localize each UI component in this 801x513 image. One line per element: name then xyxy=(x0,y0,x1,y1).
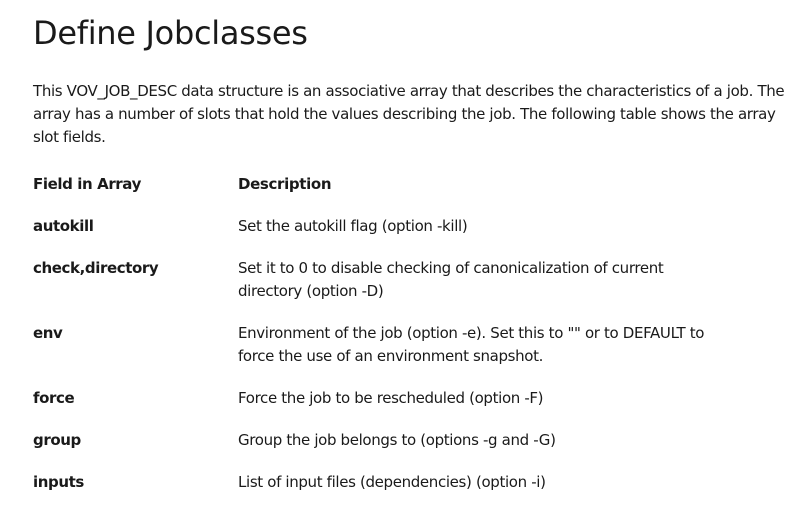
slot-fields-table xyxy=(33,173,793,513)
intro-paragraph: This VOV_JOB_DESC data structure is an associative array that describes the characteristics of a job. The array has a number of slots that hold the values describing the job. The following table shows the array slot fields. xyxy=(33,82,785,146)
field-description: Force the job to be rescheduled (option -F) xyxy=(238,389,544,407)
field-name: group xyxy=(33,431,81,449)
field-description: Set the autokill flag (option -kill) xyxy=(238,217,468,235)
field-name: autokill xyxy=(33,217,94,235)
table-row-force xyxy=(33,387,793,410)
field-name: inputs xyxy=(33,473,84,491)
table-header-row xyxy=(33,173,793,196)
field-name: force xyxy=(33,389,75,407)
field-description: Group the job belongs to (options -g and -G) xyxy=(238,431,556,449)
field-name: env xyxy=(33,324,63,342)
header-description: Description xyxy=(238,175,332,193)
field-description: List of input files (dependencies) (option -i) xyxy=(238,473,546,491)
table-row-inputs xyxy=(33,471,793,494)
table-row-autokill xyxy=(33,215,793,238)
page-title: Define Jobclasses xyxy=(33,14,308,52)
table-row-group xyxy=(33,429,793,452)
field-description: Set it to 0 to disable checking of canonicalization of current directory (option -D) xyxy=(238,259,664,300)
header-field: Field in Array xyxy=(33,175,141,193)
field-name: check,directory xyxy=(33,259,159,277)
table-row-env xyxy=(33,322,793,368)
table-row-check-directory xyxy=(33,257,793,303)
field-description: Environment of the job (option -e). Set this to "" or to DEFAULT to force the use of an environment snapshot. xyxy=(238,324,705,365)
